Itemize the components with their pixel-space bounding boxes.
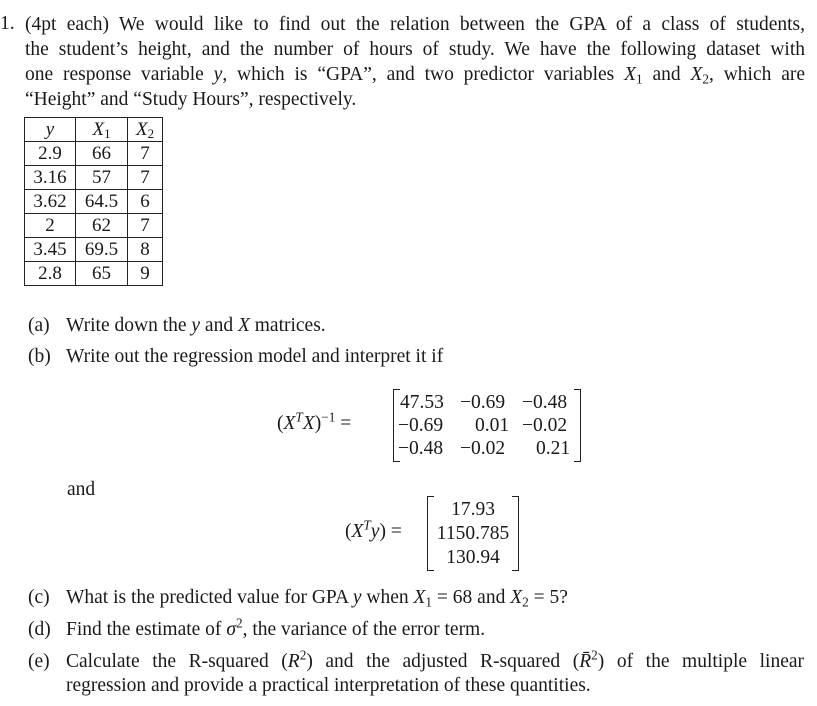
cell-y: 3.45 [25, 238, 76, 262]
table-row [25, 238, 163, 262]
xtx-inverse-matrix [393, 389, 581, 462]
part-e-line-1: Calculate the R-squared $(R^2)$ and the adjusted R-squared (R̄$^2$) of the multiple linear [66, 647, 804, 672]
part-a: (a) Write down the y and X matrices. [28, 315, 326, 336]
table-row [25, 190, 163, 214]
part-c-label: (c) [28, 587, 50, 608]
part-d-label: (d) [28, 619, 51, 640]
part-a-label: (a) [28, 315, 50, 336]
matrix-cell: 47.53 [400, 392, 444, 413]
cell-x2: 7 [128, 166, 163, 190]
part-c: (c) What is the predicted value for GPA y when $X_1 = 68$ and $X_2 = 5$? [28, 587, 568, 610]
matrix-cell: −0.02 [522, 415, 568, 436]
cell-x1: 62 [76, 214, 128, 238]
vector-cell: 17.93 [451, 499, 495, 520]
col-header-y: y [25, 118, 76, 142]
cell-y: 3.62 [25, 190, 76, 214]
xtx-inverse-label: $(X^TX)^{-1}$ = [277, 409, 352, 434]
table-row [25, 142, 163, 166]
matrix-cell: 0.01 [475, 415, 510, 436]
matrix-row [393, 414, 581, 437]
table-row [25, 214, 163, 238]
part-b: (b) Write out the regression model and interpret it if [28, 346, 444, 367]
cell-y: 3.16 [25, 166, 76, 190]
matrix-row [393, 391, 581, 414]
vector-row [427, 498, 519, 521]
col-header-x1: $X_1$ [76, 118, 128, 142]
part-e-label: (e) [28, 651, 50, 672]
cell-x2: 7 [128, 142, 163, 166]
intro-line-3: one response variable y, which is “GPA”, and two predictor variables $X_1$ and $X_2$, which are [25, 64, 805, 87]
matrix-cell: −0.02 [460, 438, 506, 459]
cell-y: 2.8 [25, 262, 76, 286]
problem-number: 1. [0, 13, 15, 34]
cell-x2: 7 [128, 214, 163, 238]
xty-vector [427, 496, 519, 571]
cell-x1: 57 [76, 166, 128, 190]
cell-x2: 9 [128, 262, 163, 286]
part-e [28, 647, 804, 698]
part-b-label: (b) [28, 346, 51, 367]
cell-y: 2 [25, 214, 76, 238]
vector-row [427, 522, 519, 545]
part-e-line-2: regression and provide a practical interpretation of these quantities. [66, 675, 591, 696]
dataset-table [24, 117, 163, 286]
problem-intro [25, 12, 805, 112]
part-d: (d) Find the estimate of $\sigma^2$, the variance of the error term. [28, 615, 486, 640]
connector-text: and [67, 479, 96, 500]
cell-x1: 65 [76, 262, 128, 286]
cell-x2: 8 [128, 238, 163, 262]
matrix-cell: −0.69 [460, 392, 506, 413]
vector-cell: 130.94 [446, 547, 500, 568]
xty-label: $(X^Ty)$ = [345, 517, 402, 542]
vector-row [427, 546, 519, 569]
matrix-cell: −0.69 [398, 415, 444, 436]
table-row [25, 166, 163, 190]
table-header-row [25, 118, 163, 142]
matrix-cell: −0.48 [398, 438, 444, 459]
var-y: y [213, 64, 223, 85]
cell-y: 2.9 [25, 142, 76, 166]
table-row [25, 262, 163, 286]
cell-x1: 69.5 [76, 238, 128, 262]
intro-line-4: “Height” and “Study Hours”, respectively. [25, 89, 357, 110]
matrix-cell: 0.21 [536, 438, 571, 459]
cell-x1: 66 [76, 142, 128, 166]
vector-cell: 1150.785 [436, 523, 510, 544]
var-x2: X [690, 64, 703, 85]
cell-x1: 64.5 [76, 190, 128, 214]
intro-line-1: (4pt each) We would like to find out the relation between the GPA of a class of students, [25, 14, 805, 35]
col-header-x2: $X_2$ [128, 118, 163, 142]
cell-x2: 6 [128, 190, 163, 214]
matrix-row [393, 437, 581, 460]
matrix-cell: −0.48 [522, 392, 568, 413]
var-x1: X [624, 64, 636, 85]
intro-line-2: the student’s height, and the number of hours of study. We have the following dataset with [25, 39, 805, 60]
